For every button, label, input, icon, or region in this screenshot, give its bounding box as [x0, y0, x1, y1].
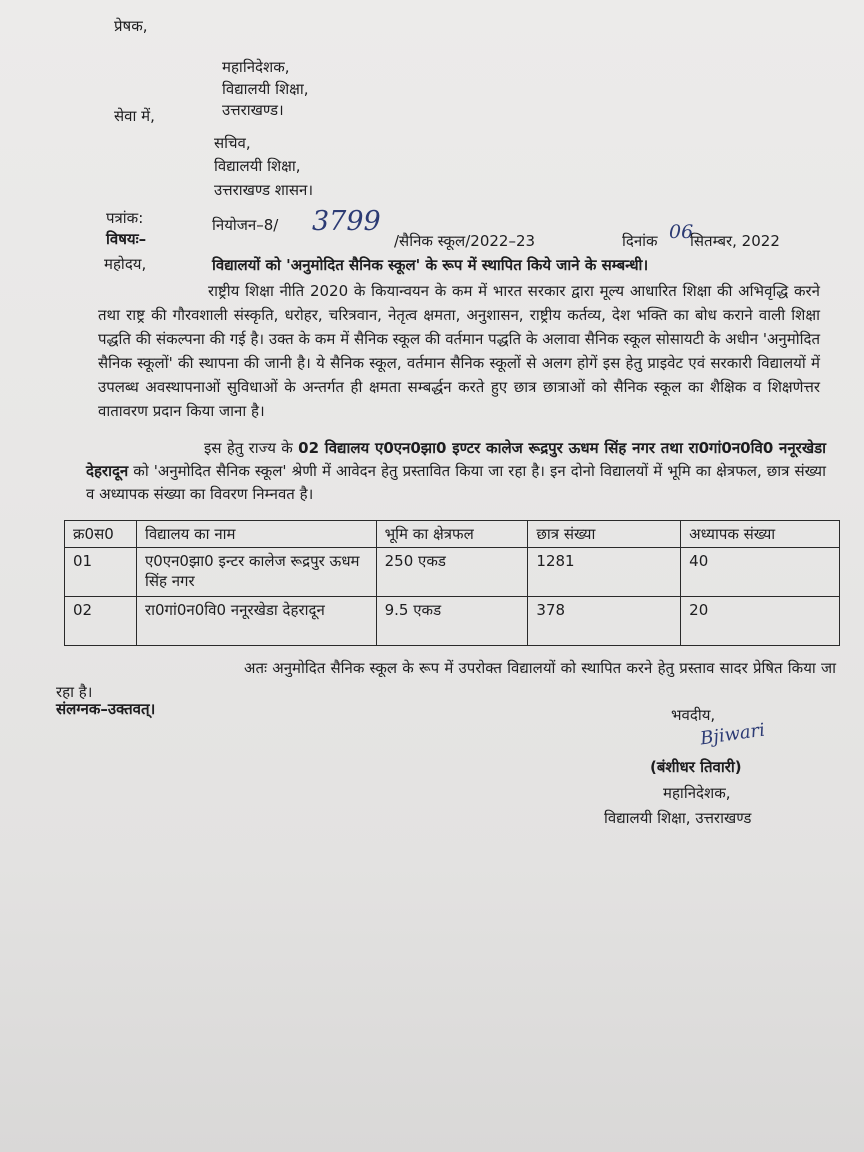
sender-dept: विद्यालयी शिक्षा, [222, 80, 309, 98]
signatory-title: महानिदेशक, [663, 784, 731, 802]
date-rest: सितम्बर, 2022 [690, 232, 780, 250]
cell-serial: 02 [65, 597, 137, 646]
header-student-count: छात्र संख्या [528, 521, 681, 548]
cell-school-name: रा0गां0न0वि0 ननूरखेडा देहरादून [136, 597, 376, 646]
recipient-label: सेवा में, [114, 107, 155, 125]
handwritten-signature: Bjiwari [698, 719, 767, 750]
closing-paragraph: अतः अनुमोदित सैनिक स्कूल के रूप में उपरोक्त विद्यालयों को स्थापित करने हेतु प्रस्ताव सादर प्रेषित किया जा रहा है। [56, 659, 836, 701]
header-school-name: विद्यालय का नाम [136, 521, 376, 548]
header-land-area: भूमि का क्षेत्रफल [376, 521, 528, 548]
cell-student-count: 378 [528, 597, 681, 646]
cell-serial: 01 [65, 548, 137, 597]
table-row [65, 597, 840, 646]
cell-teacher-count: 40 [681, 548, 840, 597]
sender-state: उत्तराखण्ड। [222, 101, 284, 119]
reference-label: पत्रांक: [106, 209, 144, 227]
paragraph-2-text-b: को 'अनुमोदित सैनिक स्कूल' श्रेणी में आवेदन हेतु प्रस्तावित किया जा रहा है। इन दोनो विद्यालयों में भूमि का क्षेत्रफल, छात्र संख्या व अध्यापक संख्या का विवरण निम्नवत है। [86, 462, 826, 503]
signatory-dept: विद्यालयी शिक्षा, उत्तराखण्ड [604, 809, 752, 827]
paragraph-1: राष्ट्रीय शिक्षा नीति 2020 के कियान्वयन के कम में भारत सरकार द्वारा मूल्य आधारित शिक्षा की अभिवृद्धि करने तथा राष्ट्र की गौरवशाली संस्कृति, धरोहर, चरित्रवान, नेतृत्व क्षमता, अनुशासन, राष्ट्रीय कर्तव्य, देश भक्ति का बोध कराने वाली शिक्षा पद्धति की संकल्पना की गई है। उक्त के कम में सैनिक स्कूल की वर्तमान पद्धति के अलावा सैनिक स्कूल सोसायटी के अधीन 'अनुमोदित सैनिक स्कूलों' की स्थापना की जानी है। ये सैनिक स्कूल, वर्तमान सैनिक स्कूलों से अलग होगें इस हेतु प्राइवेट एवं सरकारी विद्यालयों में उपलब्ध अवस्थापनाओं सुविधाओं के अन्तर्गत ही क्षमता सम्बर्द्धन करते हुए छात्र छात्राओं को सैनिक स्कूल का शैक्षिक व शिक्षणेत्तर वातावरण प्रदान किया जाना है। [98, 282, 820, 420]
signatory-name: (बंशीधर तिवारी) [650, 758, 742, 776]
date-day-handwritten: 06 [669, 221, 694, 243]
recipient-dept: विद्यालयी शिक्षा, [214, 157, 301, 175]
cell-land-area: 250 एकड [376, 548, 528, 597]
paragraph-2 [86, 437, 826, 506]
paragraph-2-schools: 02 विद्यालय ए0एन0झा0 इण्टर कालेज रूद्रपुर ऊधम सिंह नगर तथा रा0गां0न0वि0 ननूरखेडा देहरादून [86, 439, 826, 480]
sender-title: महानिदेशक, [222, 58, 290, 76]
cell-teacher-count: 20 [681, 597, 840, 646]
paragraph-2-text-a: इस हेतु राज्य के [204, 439, 299, 457]
cell-school-name: ए0एन0झा0 इन्टर कालेज रूद्रपुर ऊधम सिंह नगर [136, 548, 376, 597]
sender-label: प्रेषक, [114, 17, 148, 35]
reference-prefix: नियोजन–8/ [212, 216, 279, 234]
table-row [65, 548, 840, 597]
reference-number-handwritten: 3799 [312, 206, 381, 237]
enclosure-note: संलग्नक–उक्तवत्। [56, 700, 156, 718]
recipient-gov: उत्तराखण्ड शासन। [214, 181, 314, 199]
header-teacher-count: अध्यापक संख्या [681, 521, 840, 548]
cell-student-count: 1281 [528, 548, 681, 597]
subject-label: विषयः– [106, 230, 147, 248]
cell-land-area: 9.5 एकड [376, 597, 528, 646]
reference-suffix: /सैनिक स्कूल/2022–23 [394, 232, 536, 250]
date-label: दिनांक [622, 232, 658, 250]
header-serial: क्र0स0 [65, 521, 137, 548]
table-header-row [65, 521, 840, 548]
salutation: महोदय, [104, 255, 147, 273]
regards: भवदीय, [671, 706, 716, 724]
subject-text: विद्यालयों को 'अनुमोदित सैनिक स्कूल' के रूप में स्थापित किये जाने के सम्बन्धी। [212, 256, 649, 274]
schools-table [64, 520, 840, 646]
recipient-title: सचिव, [214, 134, 251, 152]
